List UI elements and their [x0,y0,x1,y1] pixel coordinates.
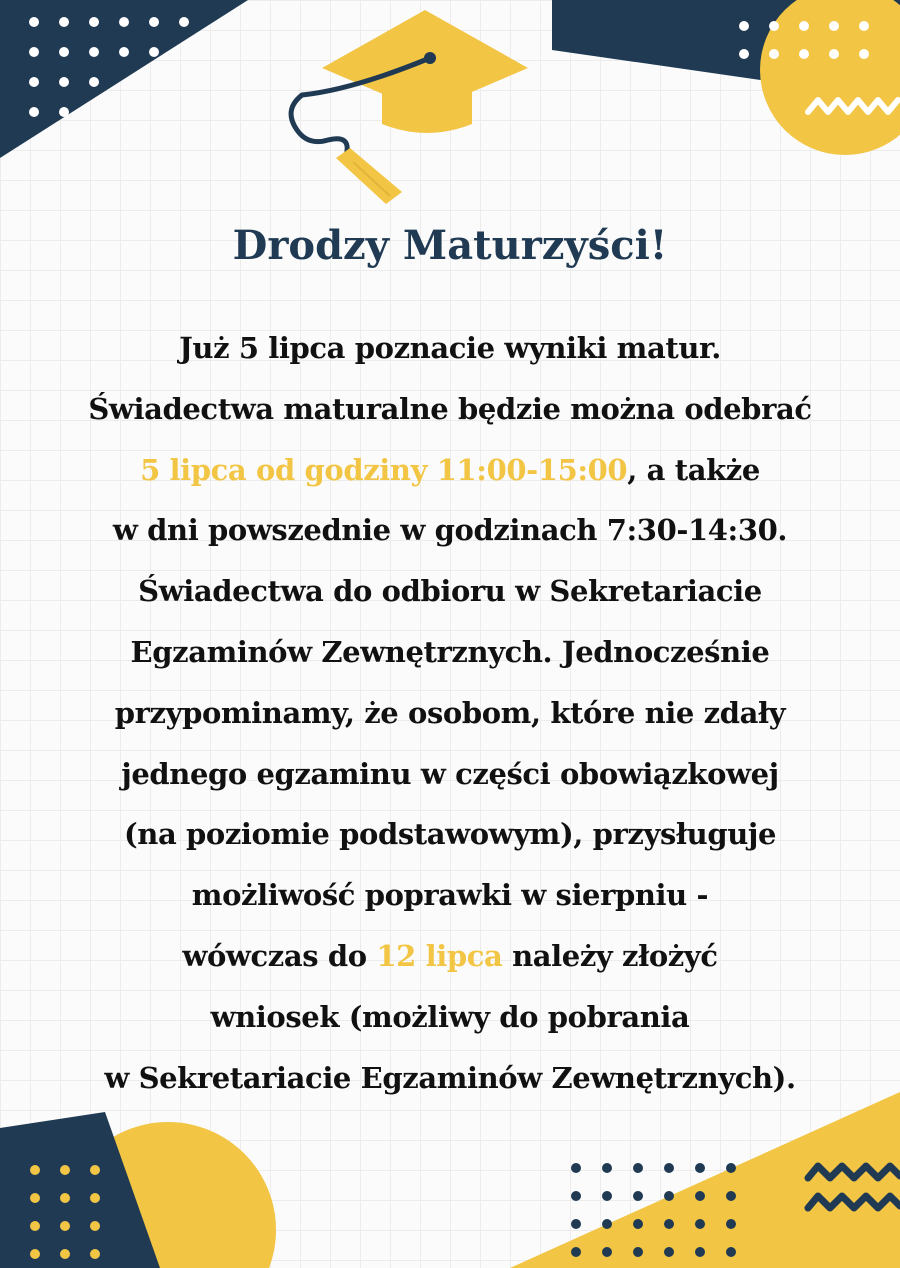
dot [90,1193,100,1203]
dot [571,1163,581,1173]
dot [633,1191,643,1201]
dot [60,1193,70,1203]
text-line [40,987,860,1048]
text-segment: jednego egzaminu w części obowiązkowej [121,756,779,791]
text-line [40,744,860,805]
text-segment: (na poziomie podstawowym), przysługuje [123,817,777,852]
dot [602,1219,612,1229]
dot [59,107,69,117]
dot [29,107,39,117]
dot [60,1221,70,1231]
dot [29,77,39,87]
text-segment: , a także [627,452,760,487]
highlighted-date: 5 lipca od godziny 11:00-15:00 [140,452,628,487]
dot [859,49,869,59]
dot [695,1163,705,1173]
dot [119,17,129,27]
dot [726,1219,736,1229]
dot [89,77,99,87]
dot [179,17,189,27]
dot [90,1249,100,1259]
dot [29,17,39,27]
text-line [40,318,860,379]
graduation-cap-icon [291,10,528,204]
dot [739,49,749,59]
dot [90,1165,100,1175]
announcement-text [40,318,860,1108]
dot [571,1247,581,1257]
dot [799,21,809,31]
dot [664,1247,674,1257]
dot [695,1191,705,1201]
dot [59,17,69,27]
text-segment: Egzaminów Zewnętrznych. Jednocześnie [130,634,770,669]
dot [90,1221,100,1231]
text-line [40,500,860,561]
dot [664,1191,674,1201]
dot [726,1191,736,1201]
text-line [40,379,860,440]
bottom-right-shapes [510,1092,900,1268]
dot [30,1193,40,1203]
text-segment: Świadectwa do odbioru w Sekretariacie [138,574,762,609]
text-segment: w dni powszednie w godzinach 7:30-14:30. [112,513,788,548]
dot [149,47,159,57]
dot [633,1219,643,1229]
dot [30,1221,40,1231]
dot [89,47,99,57]
text-segment: przypominamy, że osobom, które nie zdały [114,695,786,730]
dot [59,47,69,57]
text-segment: wniosek (możliwy do pobrania [210,999,690,1034]
bottom-left-shapes [0,1112,276,1268]
text-segment: Świadectwa maturalne będzie można odebrać [88,391,812,426]
dot [769,21,779,31]
top-right-shapes [552,0,900,155]
dot [60,1165,70,1175]
dot [859,21,869,31]
dot [695,1219,705,1229]
dot [664,1219,674,1229]
dot [30,1249,40,1259]
dot [633,1163,643,1173]
dot [60,1249,70,1259]
dot [602,1247,612,1257]
text-segment: należy złożyć [502,938,718,973]
dot [664,1163,674,1173]
dot [726,1247,736,1257]
dot [30,1165,40,1175]
dot [829,21,839,31]
text-line [40,683,860,744]
text-segment: wówczas do [182,938,377,973]
text-line [40,622,860,683]
dot [829,49,839,59]
dot [29,47,39,57]
dot [726,1163,736,1173]
dot [149,17,159,27]
dot [602,1191,612,1201]
dot [633,1247,643,1257]
dot [571,1219,581,1229]
dot [799,49,809,59]
dot [739,21,749,31]
dot [119,47,129,57]
text-segment: w Sekretariacie Egzaminów Zewnętrznych). [104,1060,796,1095]
text-line [40,440,860,501]
text-line [40,1048,860,1109]
text-line [40,926,860,987]
dot [571,1191,581,1201]
text-line [40,804,860,865]
dot [59,77,69,87]
dot [89,17,99,27]
text-segment: możliwość poprawki w sierpniu - [191,878,709,913]
dot [602,1163,612,1173]
dot [769,49,779,59]
dot [695,1247,705,1257]
text-line [40,561,860,622]
text-segment: Już 5 lipca poznacie wyniki matur. [179,331,721,365]
highlighted-date: 12 lipca [376,938,503,973]
page-title: Drodzy Maturzyści! [232,222,668,269]
text-line [40,865,860,926]
